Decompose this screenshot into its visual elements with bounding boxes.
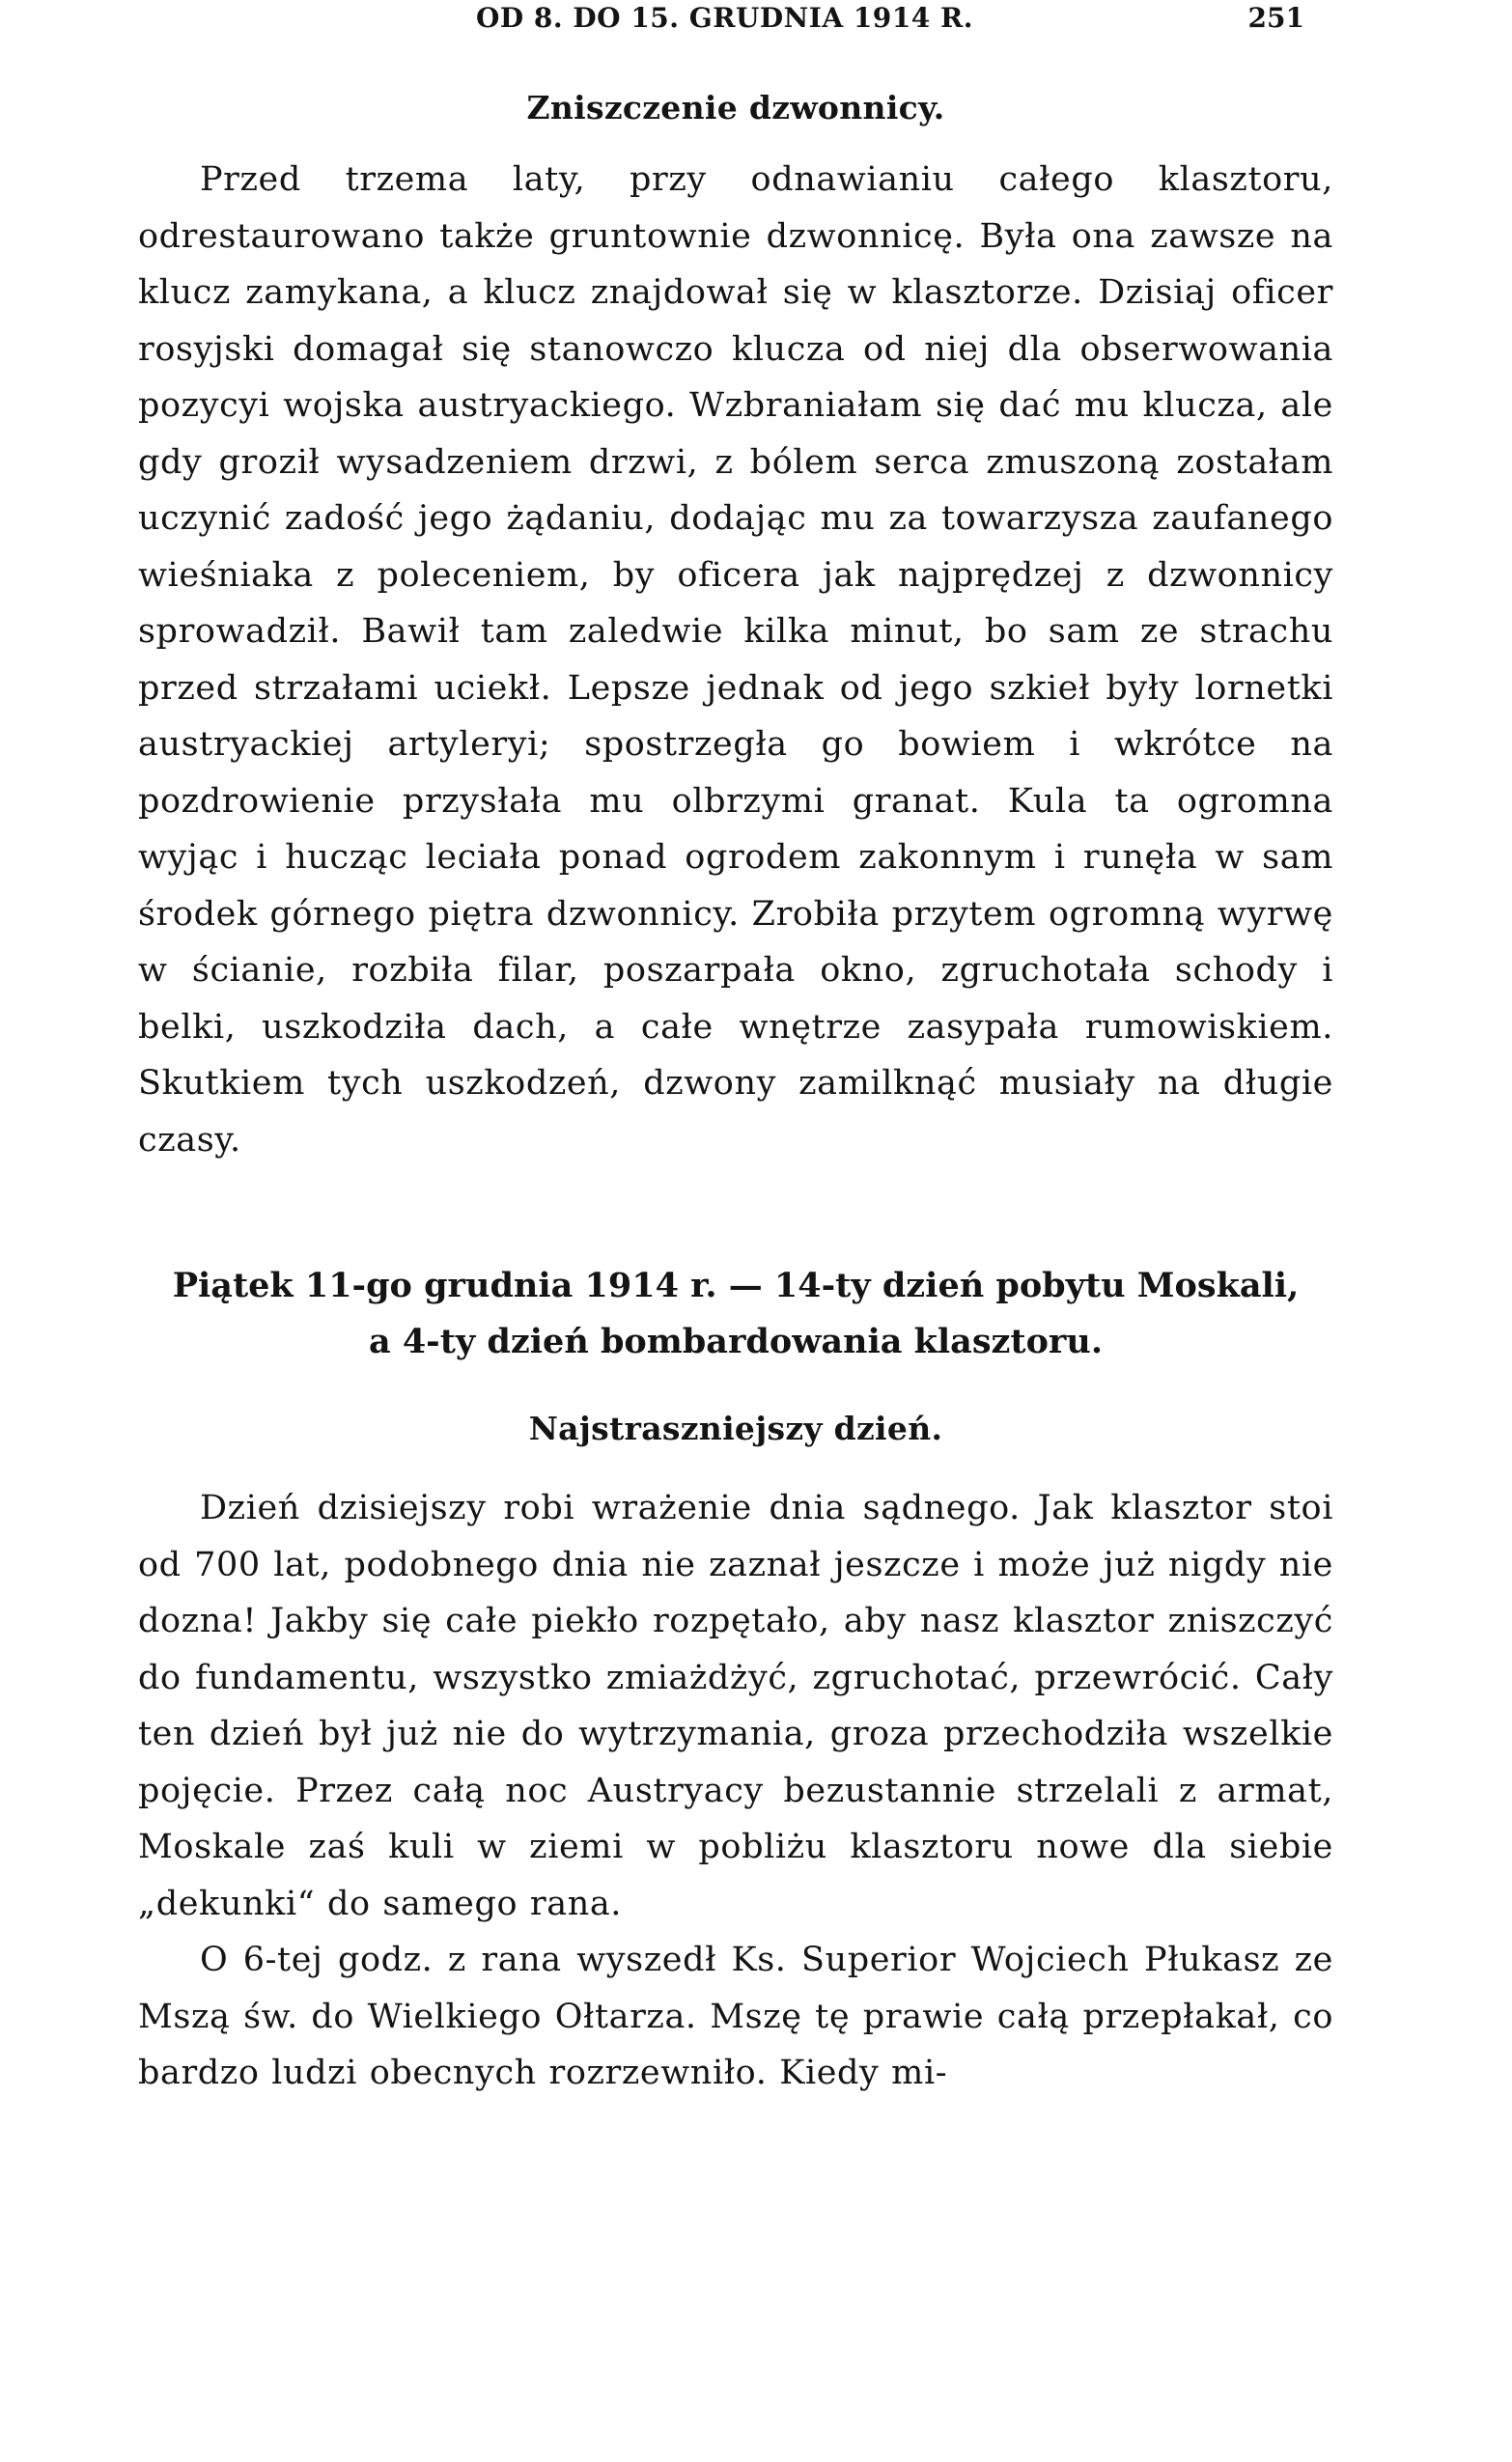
running-header [476,2,1304,41]
page-number: 251 [1247,2,1304,34]
day-heading-line-2: a 4-ty dzień bombardowania klasztoru. [368,1322,1104,1361]
section-body-worst-day [138,1480,1333,2102]
paragraph: O 6-tej godz. z rana wyszedł Ks. Superior Wojciech Płukasz ze Mszą św. do Wielkiego Ołtarza. Mszę tę prawie całą przepłakał, co bardzo ludzi obecnych rozrzewniło. Kiedy mi- [138,1941,1333,2092]
section-heading-bell-tower: Zniszczenie dzwonnicy. [526,89,945,126]
day-heading-line-1: Piątek 11-go grudnia 1914 r. — 14-ty dzień pobytu Moskali, [172,1266,1300,1305]
running-title: OD 8. DO 15. GRUDNIA 1914 R. [476,2,974,34]
paragraph: Przed trzema laty, przy odnawianiu całego klasztoru, odrestaurowano także gruntownie dzwonnicę. Była ona zawsze na klucz zamykana, a klucz znajdował się w klasztorze. Dzisiaj oficer rosyjski domagał się stanowczo klucza od niej dla obserwowania pozycyi wojska austryackiego. Wzbraniałam się dać mu klucza, ale gdy groził wysadzeniem drzwi, z bólem serca zmuszoną zostałam uczynić zadość jego żądaniu, dodając mu za towarzysza zaufanego wieśniaka z poleceniem, by oficera jak najprędzej z dzwonnicy sprowadził. Bawił tam zaledwie kilka minut, bo sam ze strachu przed strzałami uciekł. Lepsze jednak od jego szkieł były lornetki austryackiej artyleryi; spostrzegła go bowiem i wkrótce na pozdrowienie przysłała mu olbrzymi granat. Kula ta ogromna wyjąc i hucząc leciała ponad ogrodem zakonnym i runęła w sam środek górnego piętra dzwonnicy. Zrobiła przytem ogromną wyrwę w ścianie, rozbiła filar, poszarpała okno, zgruchotała schody i belki, uszkodziła dach, a całe wnętrze zasypała rumowiskiem. Skutkiem tych uszkodzeń, dzwony zamilknąć musiały na długie czasy. [138,160,1333,1160]
section-heading-worst-day: Najstraszniejszy dzień. [528,1410,943,1447]
paragraph: Dzień dzisiejszy robi wrażenie dnia sądnego. Jak klasztor stoi od 700 lat, podobnego dnia nie zaznał jeszcze i może już nigdy nie dozna! Jakby się całe piekło rozpętało, aby nasz klasztor zniszczyć do fundamentu, wszystko zmiażdżyć, zgruchotać, przewrócić. Cały ten dzień był już nie do wytrzymania, groza przechodziła wszelkie pojęcie. Przez całą noc Austryacy bezustannie strzelali z armat, Moskale zaś kuli w ziemi w pobliżu klasztoru nowe dla siebie „dekunki“ do samego rana. [138,1489,1333,1923]
day-heading [138,1258,1333,1370]
section-body-bell-tower [138,152,1333,1168]
